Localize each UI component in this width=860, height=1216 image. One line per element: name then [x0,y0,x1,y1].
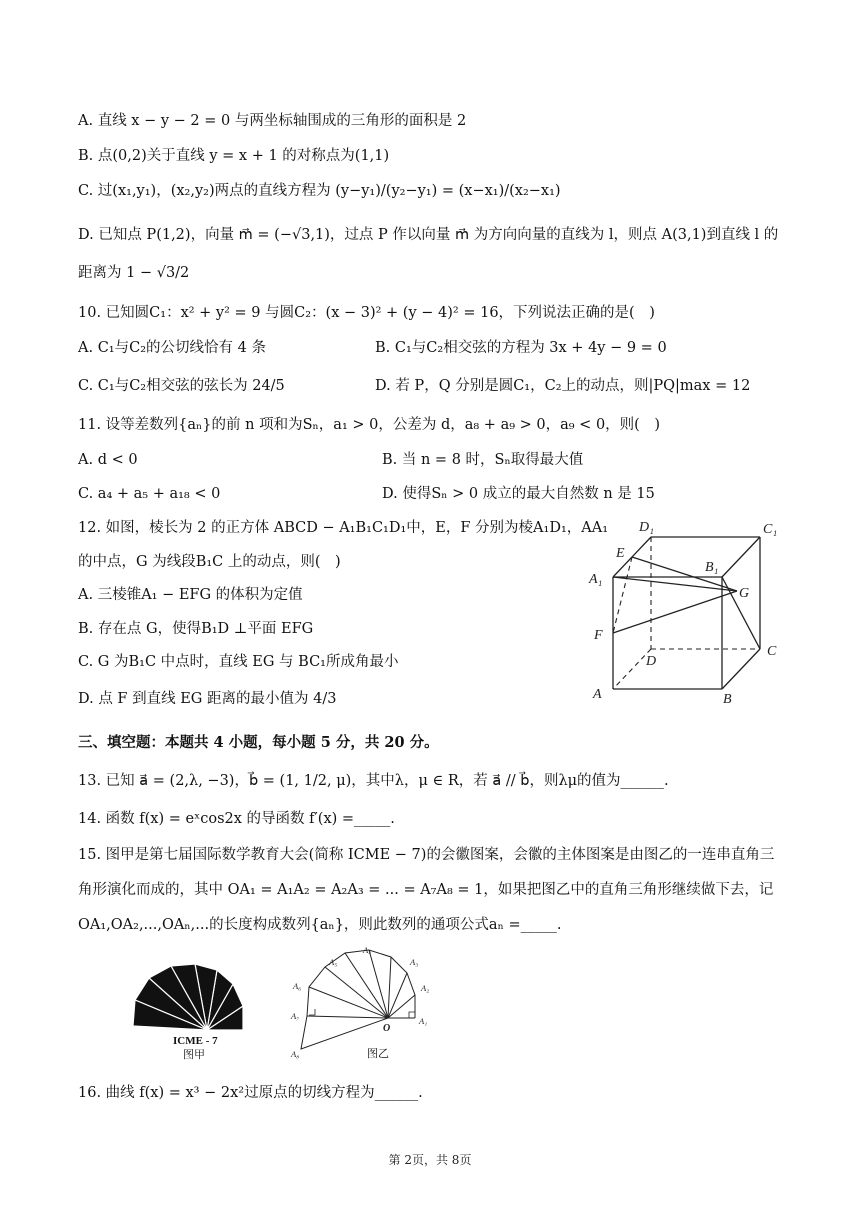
right-angle-mark [409,1012,415,1018]
q9-option-a: A. 直线 x − y − 2 = 0 与两坐标轴围成的三角形的面积是 2 [78,113,467,129]
spoke-oa7 [309,987,388,1018]
q10-stem: 10. 已知圆C₁：x² + y² = 9 与圆C₂：(x − 3)² + (y − 4)² = 16，下列说法正确的是( ) [78,305,655,321]
q13: 13. 已知 a⃗ = (2,λ, −3)，b⃗ = (1, 1/2, μ)，其中λ，μ ∈ R，若 a⃗ // b⃗，则λμ的值为______. [78,773,669,789]
cube-edge [722,537,760,577]
label-a5: A₅ [329,957,338,967]
figure-triangle-spiral [285,945,445,1063]
q15-line3: OA₁,OA₂,...,OAₙ,...的长度构成数列{aₙ}，则此数列的通项公式aₙ =_____. [78,917,562,933]
label-a4: A₄ [363,945,372,955]
q11-option-a: A. d < 0 [78,452,138,468]
q15-line1: 15. 图甲是第七届国际数学教育大会(简称 ICME − 7)的会徽图案，会徽的主体图案是由图乙的一连串直角三 [78,847,775,863]
segment-fg [613,591,737,633]
label-d: D [646,654,657,669]
figure-icme-logo [125,950,255,1060]
label-a1: A₁ [419,1016,428,1026]
label-a: A [593,687,602,702]
label-c1: C₁ [763,522,778,537]
label-a7: A₇ [291,1011,300,1021]
segment-eg [632,557,737,591]
spoke-oa3 [388,973,407,1018]
spoke-oa6b [325,967,388,1018]
q9-option-c: C. 过(x₁,y₁)，(x₂,y₂)两点的直线方程为 (y−y₁)/(y₂−y₁) = (x−x₁)/(x₂−x₁) [78,183,561,199]
spoke-oa2 [388,995,415,1018]
cube-edge [722,649,760,689]
figure-b-caption: 图乙 [367,1048,389,1060]
label-g: G [739,586,750,601]
q10-option-d: D. 若 P，Q 分别是圆C₁，C₂上的动点，则|PQ|max = 12 [375,378,751,394]
q12-option-c: C. G 为B₁C 中点时，直线 EG 与 BC₁所成角最小 [78,654,399,670]
label-c: C [767,644,777,659]
q9-option-d-line2: 距离为 1 − √3/2 [78,265,190,281]
label-d1: D₁ [639,520,654,535]
spoke-oa6 [345,953,388,1018]
q11-option-b: B. 当 n = 8 时，Sₙ取得最大值 [382,452,584,468]
q12-stem-line1: 12. 如图，棱长为 2 的正方体 ABCD − A₁B₁C₁D₁中，E，F 分别为棱A₁D₁，AA₁ [78,520,609,536]
cube-figure [585,515,785,710]
q10-option-b: B. C₁与C₂相交弦的方程为 3x + 4y − 9 = 0 [375,340,667,356]
section-3-heading: 三、填空题：本题共 4 小题，每小题 5 分，共 20 分。 [78,734,439,751]
segment-a1g [613,577,737,591]
label-b1: B₁ [705,560,719,575]
q15-line2: 角形演化而成的，其中 OA₁ = A₁A₂ = A₂A₃ = ... = A₇A₈ = 1，如果把图乙中的直角三角形继续做下去，记 [78,882,774,898]
label-e: E [616,546,625,561]
spoke-oa5 [369,950,388,1018]
figure-a-caption: 图甲 [183,1049,205,1060]
label-a8: A₈ [291,1049,300,1059]
q9-option-d-line1: D. 已知点 P(1,2)，向量 m⃗ = (−√3,1)，过点 P 作以向量 m⃗ 为方向向量的直线为 l，则点 A(3,1)到直线 l 的 [78,227,779,243]
label-b: B [723,692,732,707]
logo-text: ICME - 7 [173,1035,218,1047]
q16: 16. 曲线 f(x) = x³ − 2x²过原点的切线方程为______. [78,1085,423,1101]
q12-option-a: A. 三棱锥A₁ − EFG 的体积为定值 [78,587,303,603]
q12-option-d: D. 点 F 到直线 EG 距离的最小值为 4/3 [78,691,337,707]
q14: 14. 函数 f(x) = eˣcos2x 的导函数 f′(x) =_____. [78,811,395,827]
spoke-oa8 [307,1016,388,1018]
q10-option-c: C. C₁与C₂相交弦的弦长为 24/5 [78,378,285,394]
label-f: F [594,628,603,643]
label-o: O [383,1023,391,1034]
spoke-oa4 [388,957,391,1018]
right-angle-mark [309,1009,315,1015]
label-a3: A₃ [410,957,419,967]
page-footer: 第 2页，共 8页 [388,1153,472,1167]
q11-option-c: C. a₄ + a₅ + a₁₈ < 0 [78,486,221,502]
q11-option-d: D. 使得Sₙ > 0 成立的最大自然数 n 是 15 [382,486,655,502]
spiral-boundary [301,950,415,1049]
q9-option-b: B. 点(0,2)关于直线 y = x + 1 的对称点为(1,1) [78,148,390,164]
segment-ef [613,557,632,633]
label-a6: A₆ [293,981,302,991]
q12-stem-line2: 的中点，G 为线段B₁C 上的动点，则( ) [78,554,341,570]
label-a2: A₂ [421,983,430,993]
q11-stem: 11. 设等差数列{aₙ}的前 n 项和为Sₙ，a₁ > 0，公差为 d，a₈ + a₉ > 0，a₉ < 0，则( ) [78,417,660,433]
label-a1: A₁ [589,572,603,587]
q10-option-a: A. C₁与C₂的公切线恰有 4 条 [78,340,266,356]
q12-option-b: B. 存在点 G，使得B₁D ⊥平面 EFG [78,621,314,637]
